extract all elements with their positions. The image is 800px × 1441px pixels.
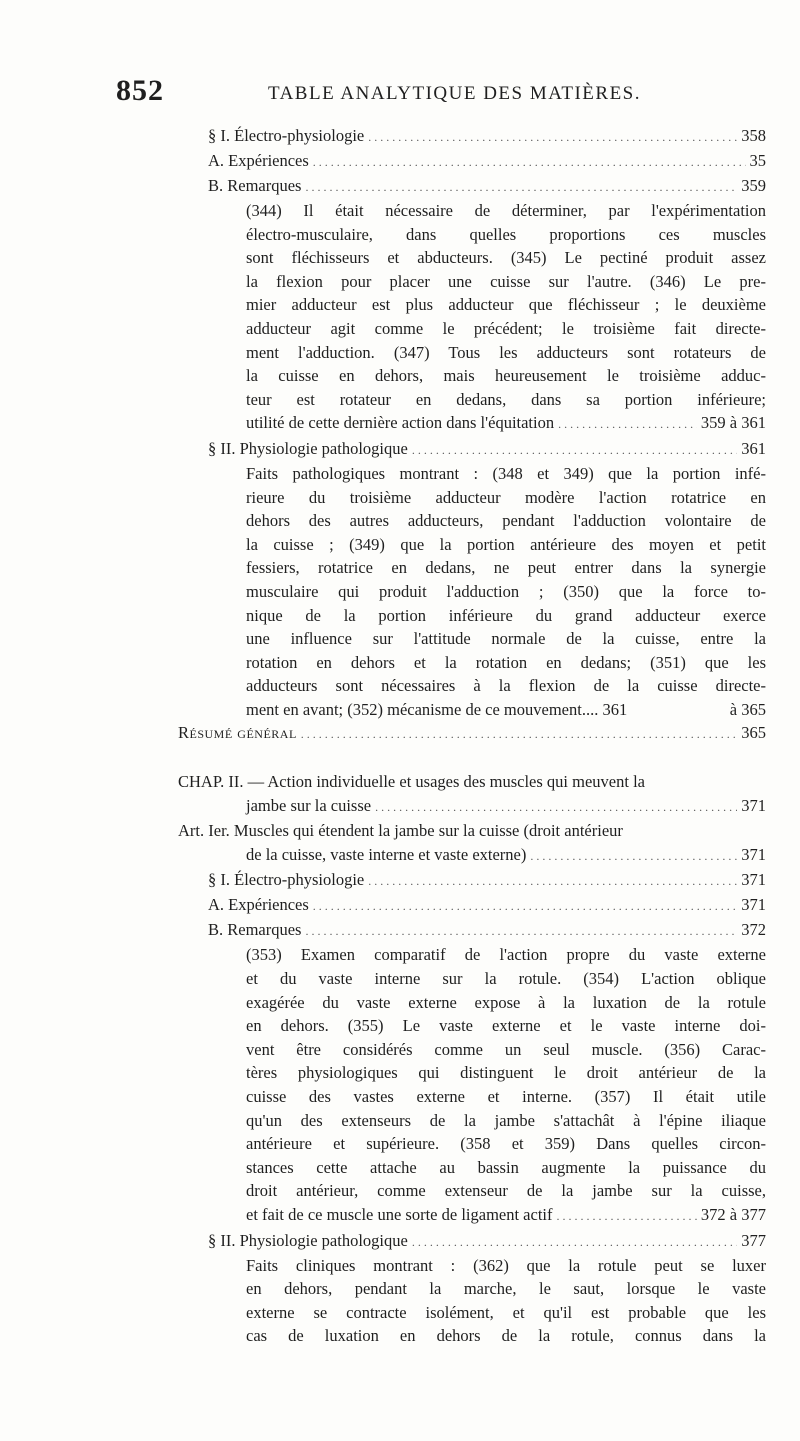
toc-entry <box>178 721 766 746</box>
paragraph-last-line <box>246 411 766 437</box>
paragraph-line: ment l'adduction. (347) Tous les adducteurs sont rotateurs de <box>246 342 766 362</box>
entry-page: à 365 <box>729 699 766 719</box>
paragraph-line: vent être considérés comme un seul muscle. (356) Carac- <box>246 1039 766 1059</box>
entry-label: Résumé général <box>178 723 297 743</box>
entry-page: 377 <box>741 1230 766 1250</box>
paragraph-line: antérieure et supérieure. (358 et 359) Dans quelles circon- <box>246 1134 766 1154</box>
paragraph-line: la cuisse en dehors, mais heureusement le troisième adduc- <box>246 366 766 386</box>
paragraph-line: adducteur agit comme le précédent; le troisième fait directe- <box>246 318 766 338</box>
index-content <box>178 124 766 1348</box>
paragraph-line: droit antérieur, comme extenseur de la jambe sur la cuisse, <box>246 1181 766 1201</box>
paragraph-line: cas de luxation en dehors de la rotule, connus dans la <box>246 1326 766 1346</box>
paragraph-line: musculaire qui produit l'adduction ; (350) que la force to- <box>246 581 766 601</box>
dot-leader <box>412 437 737 462</box>
paragraph-line: teur est rotateur en dedans, dans sa portion inférieure; <box>246 389 766 409</box>
paragraph-line: la cuisse ; (349) que la portion antérieure des moyen et petit <box>246 534 766 554</box>
entry-label: § I. Électro-physiologie <box>208 126 365 145</box>
toc-entry <box>178 437 766 462</box>
paragraph-line: rieure du troisième adducteur modère l'action rotatrice en <box>246 487 766 507</box>
paragraph-line: (353) Examen comparatif de l'action propre du vaste externe <box>246 945 766 965</box>
chapter-heading <box>178 770 766 819</box>
entry-page: 359 à 361 <box>700 413 766 433</box>
dot-leader <box>301 721 737 746</box>
paragraph-last-line <box>246 698 766 722</box>
paragraph-line: externe se contracte isolément, et qu'il est probable que les <box>246 1302 766 1322</box>
toc-entry <box>178 1229 766 1254</box>
toc-entry <box>178 149 766 174</box>
page-number: 852 <box>116 74 164 107</box>
paragraph-line: qu'un des extenseurs de la jambe s'attachât à l'épine iliaque <box>246 1110 766 1130</box>
entry-page: 359 <box>741 176 766 195</box>
dot-leader <box>558 411 697 437</box>
entry-label: § II. Physiologie pathologique <box>208 1230 408 1250</box>
entry-page: 358 <box>741 126 766 145</box>
toc-entry <box>178 918 766 943</box>
chapter-title-line: CHAP. II. — Action individuelle et usages des muscles qui meuvent la <box>178 772 645 792</box>
paragraph-line: électro-musculaire, dans quelles proportions ces muscles <box>246 224 766 244</box>
dot-leader <box>375 794 737 819</box>
paragraph-line: et du vaste interne sur la rotule. (354) L'action oblique <box>246 969 766 989</box>
entry-page: 365 <box>741 723 766 743</box>
entry-label: B. Remarques <box>208 920 302 940</box>
paragraph-pathologie-1 <box>178 462 766 722</box>
paragraph-line: Faits pathologiques montrant : (348 et 349) que la portion infé- <box>246 463 766 483</box>
entry-page: 35 <box>749 151 766 170</box>
paragraph-line: dehors des autres adducteurs, pendant l'adduction volontaire de <box>246 511 766 531</box>
paragraph-line: la flexion pour placer une cuisse sur l'autre. (346) Le pre- <box>246 271 766 291</box>
dot-leader <box>368 124 737 149</box>
paragraph-pathologie-2 <box>178 1254 766 1348</box>
dot-leader <box>305 918 737 943</box>
entry-page: 371 <box>741 845 766 865</box>
page-header <box>0 74 800 114</box>
paragraph-line: une influence sur l'attitude normale de la cuisse, entre la <box>246 629 766 649</box>
dot-leader <box>557 1203 697 1229</box>
paragraph-line: et fait de ce muscle une sorte de ligament actif <box>246 1205 553 1224</box>
dot-leader <box>412 1229 737 1254</box>
dot-leader <box>313 149 746 174</box>
paragraph-line: utilité de cette dernière action dans l'équitation <box>246 413 555 433</box>
paragraph-last-line <box>246 1203 766 1229</box>
paragraph-line: cuisse des vastes externe et interne. (357) Il était utile <box>246 1087 766 1107</box>
paragraph-line: ment en avant; (352) mécanisme de ce mouvement.... 361 <box>246 699 628 719</box>
entry-label: § II. Physiologie pathologique <box>208 438 408 458</box>
paragraph-line: rotation en dehors et la rotation en dedans; (351) que les <box>246 652 766 672</box>
running-title: TABLE ANALYTIQUE DES MATIÈRES. <box>268 83 642 104</box>
paragraph-remarques-2 <box>178 943 766 1228</box>
paragraph-remarques-1 <box>178 199 766 437</box>
paragraph-line: fessiers, rotatrice en dedans, ne peut entrer dans la synergie <box>246 558 766 578</box>
paragraph-line: Faits cliniques montrant : (362) que la rotule peut se luxer <box>246 1255 766 1275</box>
entry-page: 361 <box>741 438 766 458</box>
toc-entry <box>178 174 766 199</box>
paragraph-line: en dehors. (355) Le vaste externe et le vaste interne doi- <box>246 1016 766 1036</box>
paragraph-line: sont fléchisseurs et abducteurs. (345) Le pectiné produit assez <box>246 248 766 268</box>
paragraph-line: stances cette attache au bassin augmente la puissance du <box>246 1157 766 1177</box>
toc-entry <box>178 124 766 149</box>
paragraph-line: en dehors, pendant la marche, le saut, lorsque le vaste <box>246 1279 766 1299</box>
dot-leader <box>368 868 737 893</box>
article-title-line: Art. Ier. Muscles qui étendent la jambe sur la cuisse (droit antérieur <box>178 821 623 841</box>
paragraph-line: nique de la portion inférieure du grand adducteur exerce <box>246 605 766 625</box>
article-title-line: de la cuisse, vaste interne et vaste externe) <box>246 845 527 865</box>
dot-leader <box>305 174 737 199</box>
entry-page: 371 <box>741 870 766 890</box>
dot-leader <box>313 893 737 918</box>
toc-entry <box>178 893 766 918</box>
paragraph-line: mier adducteur est plus adducteur que fléchisseur ; le deuxième <box>246 295 766 315</box>
entry-label: § I. Électro-physiologie <box>208 870 365 890</box>
entry-page: 371 <box>741 796 766 816</box>
dot-leader <box>530 843 737 868</box>
paragraph-line: adducteurs sont nécessaires à la flexion de la cuisse directe- <box>246 676 766 696</box>
entry-label: A. Expériences <box>208 151 309 170</box>
chapter-title-line: jambe sur la cuisse <box>246 796 372 816</box>
entry-page: 372 <box>741 920 766 940</box>
article-heading <box>178 819 766 868</box>
entry-label: A. Expériences <box>208 895 309 915</box>
paragraph-line: tères physiologiques qui distinguent le droit antérieur de la <box>246 1063 766 1083</box>
paragraph-line: exagérée du vaste externe expose à la luxation de la rotule <box>246 992 766 1012</box>
entry-page: 371 <box>741 895 766 915</box>
entry-label: B. Remarques <box>208 176 302 195</box>
paragraph-line: (344) Il était nécessaire de déterminer, par l'expérimentation <box>246 201 766 220</box>
entry-page: 372 à 377 <box>700 1205 766 1224</box>
toc-entry <box>178 868 766 893</box>
